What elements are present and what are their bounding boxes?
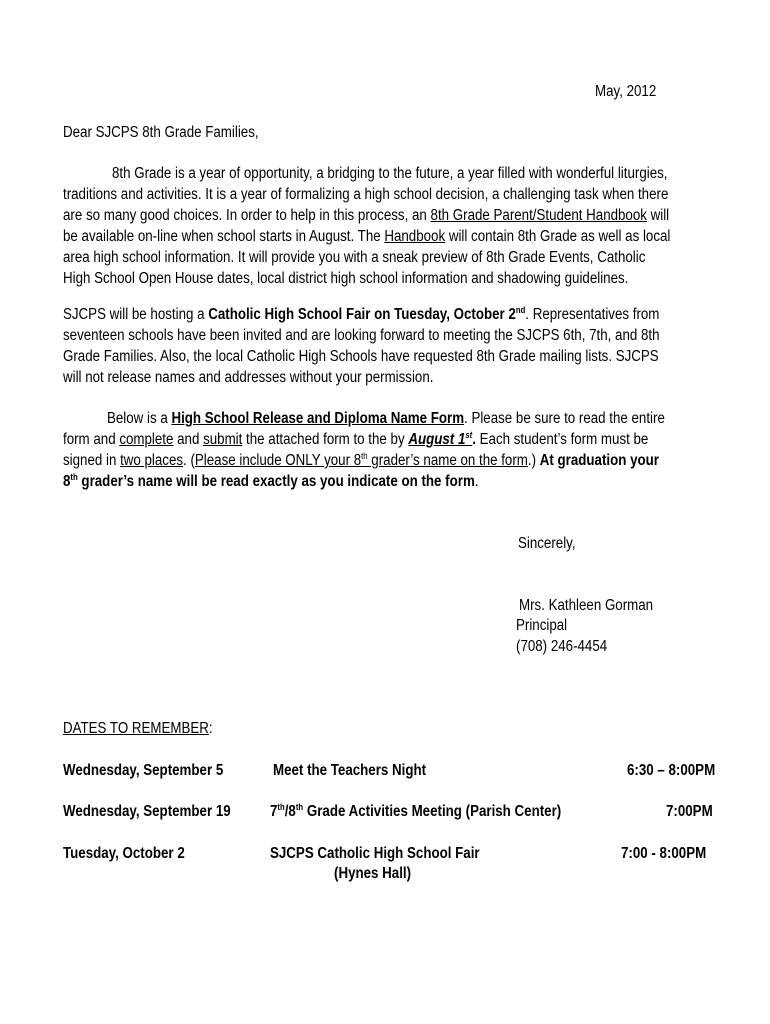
event-name: Meet the Teachers Night [273, 762, 427, 779]
event-time: 6:30 – 8:00PM [627, 762, 716, 779]
event-date: Wednesday, September 5 [63, 762, 224, 779]
dates-heading: DATES TO REMEMBER: [63, 720, 213, 737]
signer-phone: (708) 246-4454 [516, 638, 608, 655]
salutation: Dear SJCPS 8th Grade Families, [63, 124, 259, 141]
letter-date: May, 2012 [595, 83, 657, 100]
para2-line: will not release names and addresses without your permission. [63, 369, 434, 386]
due-date: August 1st [408, 430, 473, 448]
fair-announcement: Catholic High School Fair on Tuesday, October 2nd [208, 305, 526, 323]
para2-line: Grade Families. Also, the local Catholic High Schools have requested 8th Grade mailing lists. SJCPS [63, 348, 659, 365]
signer-name: Mrs. Kathleen Gorman [519, 597, 654, 614]
para1-line: are so many good choices. In order to help in this process, an 8th Grade Parent/Student Handbook will [63, 207, 670, 224]
handbook-word: Handbook [384, 228, 446, 245]
para1-line: area high school information. It will provide you with a sneak preview of 8th Grade Events, Catholic [63, 249, 646, 266]
para1-line: be available on-line when school starts in August. The Handbook will contain 8th Grade as well as local [63, 228, 671, 245]
closing: Sincerely, [518, 535, 576, 552]
event-location: (Hynes Hall) [334, 865, 412, 882]
para1-line: traditions and activities. It is a year of formalizing a high school decision, a challenging task when there [63, 186, 669, 203]
event-date: Tuesday, October 2 [63, 845, 185, 862]
para3-line: 8th grader’s name will be read exactly as you indicate on the form. [63, 472, 479, 490]
para3-line: form and complete and submit the attached form to the by August 1st. Each student’s form must be [63, 430, 649, 448]
para1-line: 8th Grade is a year of opportunity, a bridging to the future, a year filled with wonderful liturgies, [112, 165, 668, 182]
para2-line: seventeen schools have been invited and are looking forward to meeting the SJCPS 6th, 7th, and 8th [63, 327, 660, 344]
event-date: Wednesday, September 19 [63, 803, 231, 820]
event-name: SJCPS Catholic High School Fair [270, 845, 480, 862]
event-time: 7:00PM [666, 803, 713, 820]
para3-line: signed in two places. (Please include ONLY your 8th grader’s name on the form.) At graduation your [63, 451, 659, 469]
para2-line: SJCPS will be hosting a Catholic High School Fair on Tuesday, October 2nd. Representatives from [63, 305, 660, 323]
form-title: High School Release and Diploma Name Form [171, 410, 465, 427]
signer-title: Principal [516, 617, 568, 634]
para3-line: Below is a High School Release and Diploma Name Form. Please be sure to read the entire [107, 410, 665, 427]
para1-line: High School Open House dates, local district high school information and shadowing guidelines. [63, 270, 629, 287]
event-time: 7:00 - 8:00PM [621, 845, 707, 862]
handbook-title: 8th Grade Parent/Student Handbook [430, 207, 647, 224]
event-name: 7th/8th Grade Activities Meeting (Parish Center) [270, 802, 562, 820]
